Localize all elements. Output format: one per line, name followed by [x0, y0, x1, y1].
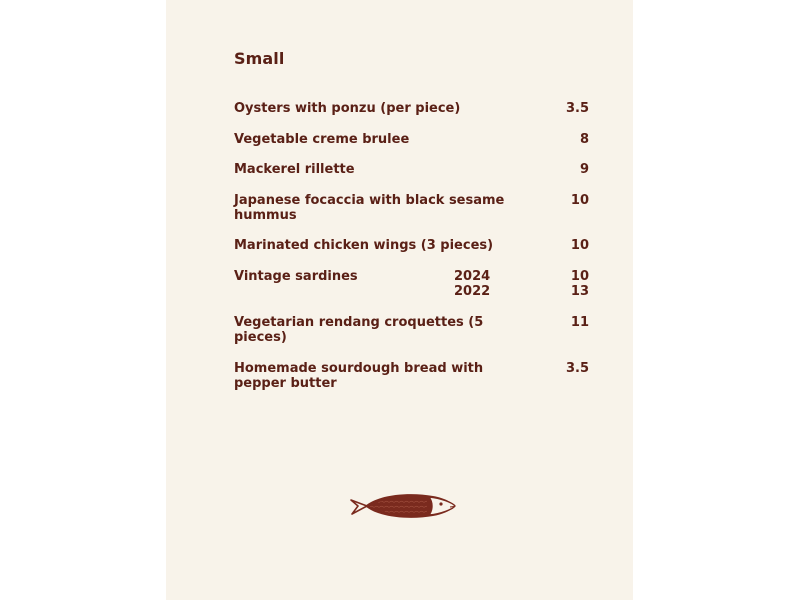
fish-icon	[349, 490, 457, 522]
menu-item-variants	[454, 269, 589, 300]
menu-item-name: Marinated chicken wings (3 pieces)	[234, 238, 494, 253]
menu-item-name: Homemade sourdough bread with pepper butter	[234, 360, 484, 391]
menu-item	[234, 361, 589, 391]
menu-item-price: 10	[570, 238, 589, 253]
menu-item-name: Vintage sardines	[234, 268, 358, 284]
variant-row	[454, 269, 589, 285]
menu-item-price: 8	[579, 131, 589, 147]
variant-price: 10	[570, 268, 589, 284]
menu-item-price: 9	[579, 162, 589, 177]
section-title: Small	[234, 49, 285, 68]
menu-item	[234, 193, 589, 223]
menu-item-price: 3.5	[565, 101, 589, 116]
menu-item	[234, 238, 589, 253]
variant-year: 2022	[454, 284, 491, 299]
menu-item-name: Vegetarian rendang croquettes (5 pieces)	[234, 315, 484, 345]
menu-item	[234, 315, 589, 345]
menu-item-name: Japanese focaccia with black sesame hummus	[234, 192, 505, 223]
variant-year: 2024	[454, 268, 491, 284]
menu-item	[234, 269, 589, 300]
menu-item-price: 10	[570, 192, 589, 208]
menu-item-name: Mackerel rillette	[234, 162, 355, 177]
menu-item	[234, 101, 589, 116]
menu-list	[234, 101, 589, 406]
variant-price: 13	[570, 284, 589, 299]
variant-row	[454, 284, 589, 300]
menu-item-price: 11	[570, 315, 589, 330]
menu-item-price: 3.5	[565, 360, 589, 376]
menu-item	[234, 132, 589, 147]
menu-item	[234, 162, 589, 177]
menu-page	[166, 0, 633, 600]
menu-item-name: Vegetable creme brulee	[234, 131, 410, 147]
menu-item-name: Oysters with ponzu (per piece)	[234, 101, 461, 116]
